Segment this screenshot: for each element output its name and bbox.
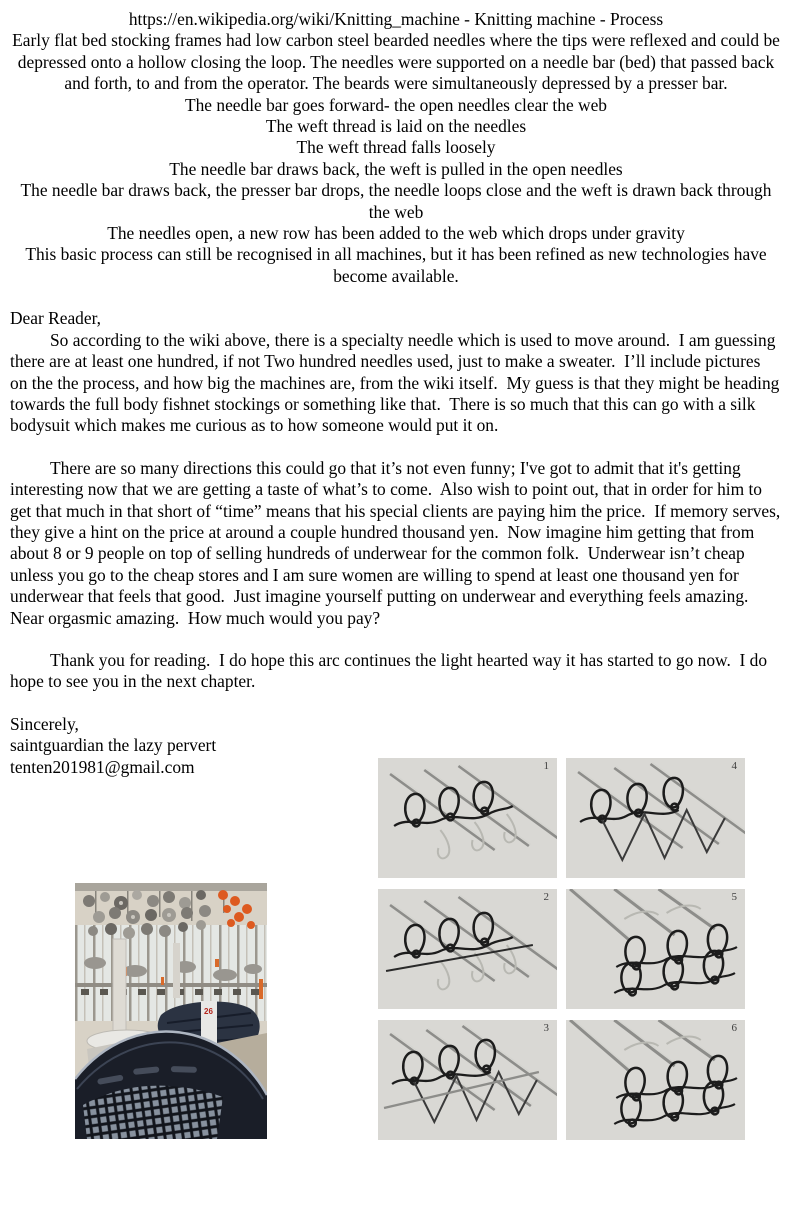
closing: Sincerely, [10,713,79,734]
needle-diagram-art [566,758,745,878]
knitting-machine-photo-art [75,883,267,1139]
diagram-panel-4 [566,758,745,878]
diagram-panel-3 [378,1020,557,1140]
diagram-panel-2 [378,889,557,1009]
wiki-excerpt-line: The needle bar goes forward- the open needles clear the web [184,94,607,115]
panel-number: 5 [731,891,737,903]
needle-diagram-art [566,1020,745,1140]
wiki-excerpt-line: The needle bar draws back, the presser bar drops, the needle loops close and the weft is drawn back through the web [20,180,776,222]
knitting-machine-photo [75,883,267,1139]
wiki-excerpt-line: Early flat bed stocking frames had low carbon steel bearded needles where the tips were reflexed and could be depressed onto a hollow closing the loop. The needles were supported on a needle bar (bed) that passed back and forth, to and from the operator. The beards were simultaneously depressed by a presser bar. [12,30,785,94]
wiki-excerpt-line: The weft thread falls loosely [296,137,496,158]
signature-name: saintguardian the lazy pervert [10,735,217,756]
diagram-panel-1 [378,758,557,878]
letter-paragraph-2: There are so many directions this could go that it’s not even funny; I've got to admit that it's getting interesting now that we are getting a taste of what’s to come. Also wish to point out, that in order for him to get that much in that short of “time” means that his special clients are paying him the price. If memory serves, they give a hint on the price at around a couple hundred thousand yen. Now imagine him getting that from about 8 or 9 people on top of selling hundreds of underwear for the common folk. Underwear isn’t cheap unless you go to the cheap stores and I am sure women are willing to spend at least one thousand yen for underwear that feels that good. Just imagine yourself putting on underwear and everything feels amazing. Near orgasmic amazing. How much would you pay? [10,457,785,628]
needle-process-diagram [378,758,745,1140]
letter-paragraph-1: So according to the wiki above, there is a specialty needle which is used to move around. I am guessing there are at least one hundred, if not Two hundred needles used, just to make a sweater. I’ll include pictures on the the process, and how big the machines are, from the wiki itself. My guess is that they might be heading towards the full body fishnet stockings or something like that. There is so much that this can go with a silk bodysuit which makes me curious as to how someone would put it on. [10,329,784,436]
panel-number: 2 [543,891,549,903]
wiki-excerpt-line: The weft thread is laid on the needles [265,116,527,137]
panel-number: 3 [543,1022,549,1034]
document-body [10,9,785,778]
needle-diagram-art [378,1020,557,1140]
wiki-excerpt-line: The needle bar draws back, the weft is pulled in the open needles [169,158,623,179]
wiki-url-line[interactable]: https://en.wikipedia.org/wiki/Knitting_machine - Knitting machine - Process [128,9,664,29]
needle-diagram-art [378,758,557,878]
machine-number-label: 26 [204,1007,213,1016]
wiki-excerpt-line: This basic process can still be recognised in all machines, but it has been refined as new technologies have become available. [25,244,771,286]
panel-number: 6 [731,1022,737,1034]
needle-diagram-art [378,889,557,1009]
panel-number: 1 [543,760,549,772]
salutation: Dear Reader, [10,308,102,329]
letter-paragraph-3: Thank you for reading. I do hope this arc continues the light hearted way it has started to go now. I do hope to see you in the next chapter. [10,649,772,692]
panel-number: 4 [731,760,737,772]
diagram-panel-5 [566,889,745,1009]
diagram-panel-6 [566,1020,745,1140]
signature-email[interactable]: tenten201981@gmail.com [10,756,195,777]
needle-diagram-art [566,889,745,1009]
wiki-excerpt-line: The needles open, a new row has been added to the web which drops under gravity [107,223,685,244]
wiki-excerpt [10,9,785,287]
